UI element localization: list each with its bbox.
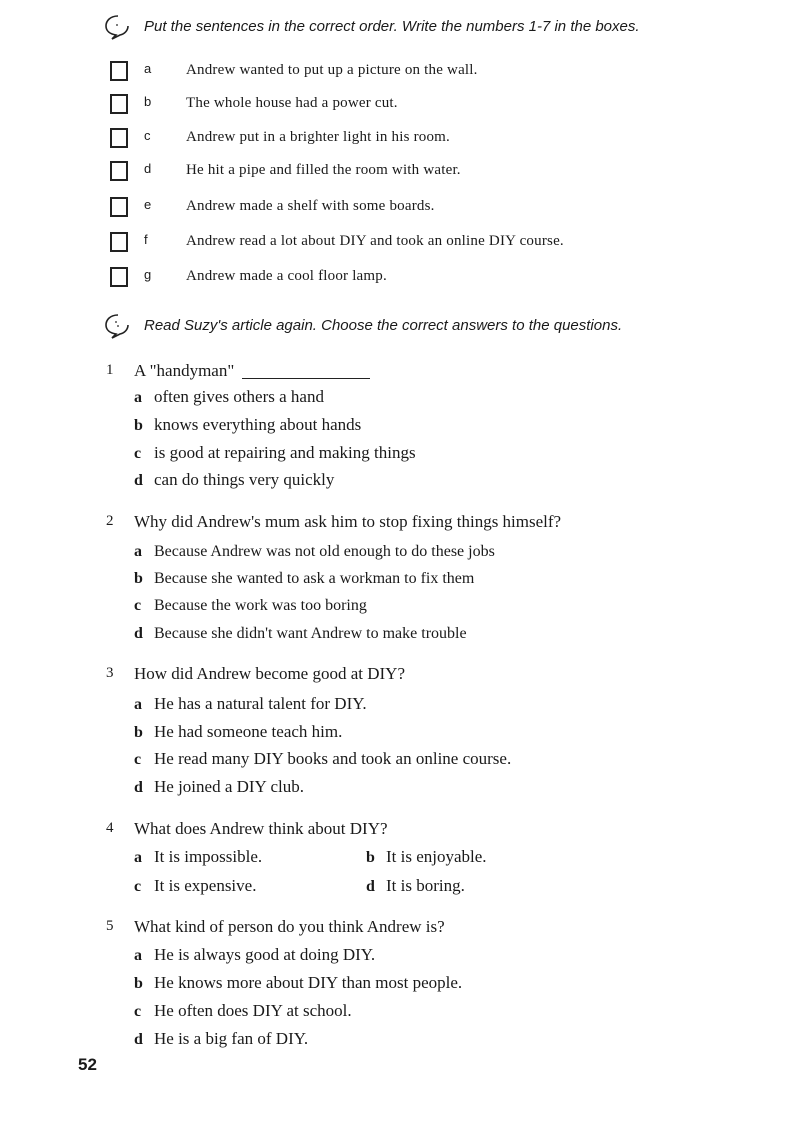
question-number: 1 — [106, 362, 114, 378]
question-text-content: A "handyman" — [134, 361, 235, 380]
exercise-bubble-icon — [104, 312, 130, 340]
option-4d[interactable] — [366, 876, 465, 896]
item-letter: f — [144, 232, 148, 247]
option-letter: c — [134, 597, 142, 614]
answer-box[interactable] — [110, 94, 128, 114]
question-number: 4 — [106, 820, 114, 836]
option-letter: c — [134, 1003, 142, 1020]
question-number: 3 — [106, 665, 114, 681]
option-5d[interactable] — [134, 1029, 308, 1049]
option-letter: d — [134, 779, 143, 796]
option-2c[interactable] — [134, 597, 367, 615]
option-letter: d — [134, 472, 143, 489]
item-letter: b — [144, 94, 152, 109]
item-letter: d — [144, 161, 152, 176]
option-text: He had someone teach him. — [154, 722, 343, 741]
option-text: He often does DIY at school. — [154, 1001, 352, 1020]
item-sentence: Andrew put in a brighter light in his room. — [186, 129, 450, 145]
option-3c[interactable] — [134, 749, 511, 769]
option-2a[interactable] — [134, 543, 495, 561]
option-letter: c — [134, 445, 142, 462]
question-text: What does Andrew think about DIY? — [134, 819, 388, 838]
option-2d[interactable] — [134, 625, 467, 643]
question-text: What kind of person do you think Andrew is? — [134, 917, 445, 936]
option-text: It is expensive. — [154, 876, 257, 895]
option-3a[interactable] — [134, 694, 367, 714]
option-text: He is always good at doing DIY. — [154, 945, 376, 964]
option-letter: a — [134, 696, 142, 713]
answer-box[interactable] — [110, 267, 128, 287]
answer-box[interactable] — [110, 232, 128, 252]
option-text: Because she wanted to ask a workman to fix them — [154, 570, 475, 587]
option-letter: b — [366, 849, 375, 866]
option-text: He read many DIY books and took an online course. — [154, 749, 512, 768]
option-text: It is boring. — [386, 876, 465, 895]
option-letter: b — [134, 975, 143, 992]
item-letter: g — [144, 267, 152, 282]
option-letter: b — [134, 724, 143, 741]
page-number: 52 — [78, 1055, 97, 1074]
option-1b[interactable] — [134, 415, 361, 435]
option-text: He is a big fan of DIY. — [154, 1029, 309, 1048]
option-text: often gives others a hand — [154, 387, 324, 406]
option-letter: c — [134, 878, 142, 895]
item-letter: c — [144, 128, 151, 143]
question-text: How did Andrew become good at DIY? — [134, 664, 405, 683]
answer-blank[interactable] — [242, 378, 370, 379]
option-text: He joined a DIY club. — [154, 777, 304, 796]
option-letter: c — [134, 751, 142, 768]
option-5b[interactable] — [134, 973, 462, 993]
item-sentence: Andrew made a cool floor lamp. — [186, 268, 387, 284]
answer-box[interactable] — [110, 128, 128, 148]
option-letter: d — [134, 625, 143, 642]
option-text: Because Andrew was not old enough to do these jobs — [154, 543, 495, 560]
item-sentence: Andrew wanted to put up a picture on the wall. — [186, 62, 478, 78]
item-sentence: He hit a pipe and filled the room with water. — [186, 162, 461, 178]
answer-box[interactable] — [110, 61, 128, 81]
option-3b[interactable] — [134, 722, 342, 742]
option-5c[interactable] — [134, 1001, 352, 1021]
item-letter: a — [144, 61, 152, 76]
question-number: 5 — [106, 918, 114, 934]
option-text: Because the work was too boring — [154, 597, 367, 614]
answer-box[interactable] — [110, 161, 128, 181]
option-letter: a — [134, 543, 142, 560]
option-text: is good at repairing and making things — [154, 443, 416, 462]
option-letter: b — [134, 570, 143, 587]
option-text: can do things very quickly — [154, 470, 335, 489]
item-sentence: The whole house had a power cut. — [186, 95, 398, 111]
exercise1-instruction-text: Put the sentences in the correct order. Write the numbers 1-7 in the boxes. — [144, 18, 640, 35]
item-sentence: Andrew made a shelf with some boards. — [186, 198, 435, 214]
option-text: He knows more about DIY than most people. — [154, 973, 463, 992]
option-text: It is impossible. — [154, 847, 263, 866]
option-letter: a — [134, 947, 142, 964]
option-1a[interactable] — [134, 387, 324, 407]
question-number: 2 — [106, 513, 114, 529]
option-3d[interactable] — [134, 777, 304, 797]
option-letter: d — [134, 1031, 143, 1048]
option-4a[interactable] — [134, 847, 262, 867]
question-text — [134, 361, 370, 381]
exercise2-instruction-text: Read Suzy's article again. Choose the correct answers to the questions. — [144, 317, 623, 334]
option-1d[interactable] — [134, 470, 334, 490]
option-letter: a — [134, 389, 142, 406]
option-5a[interactable] — [134, 945, 375, 965]
option-text: knows everything about hands — [154, 415, 362, 434]
option-letter: a — [134, 849, 142, 866]
exercise-bubble-icon — [104, 13, 130, 41]
item-sentence: Andrew read a lot about DIY and took an online DIY course. — [186, 233, 564, 249]
option-4c[interactable] — [134, 876, 256, 896]
option-text: It is enjoyable. — [386, 847, 487, 866]
option-1c[interactable] — [134, 443, 416, 463]
item-letter: e — [144, 197, 152, 212]
option-text: Because she didn't want Andrew to make trouble — [154, 625, 467, 642]
answer-box[interactable] — [110, 197, 128, 217]
option-2b[interactable] — [134, 570, 474, 588]
question-text: Why did Andrew's mum ask him to stop fixing things himself? — [134, 512, 562, 531]
option-4b[interactable] — [366, 847, 487, 867]
option-letter: b — [134, 417, 143, 434]
option-text: He has a natural talent for DIY. — [154, 694, 367, 713]
option-letter: d — [366, 878, 375, 895]
